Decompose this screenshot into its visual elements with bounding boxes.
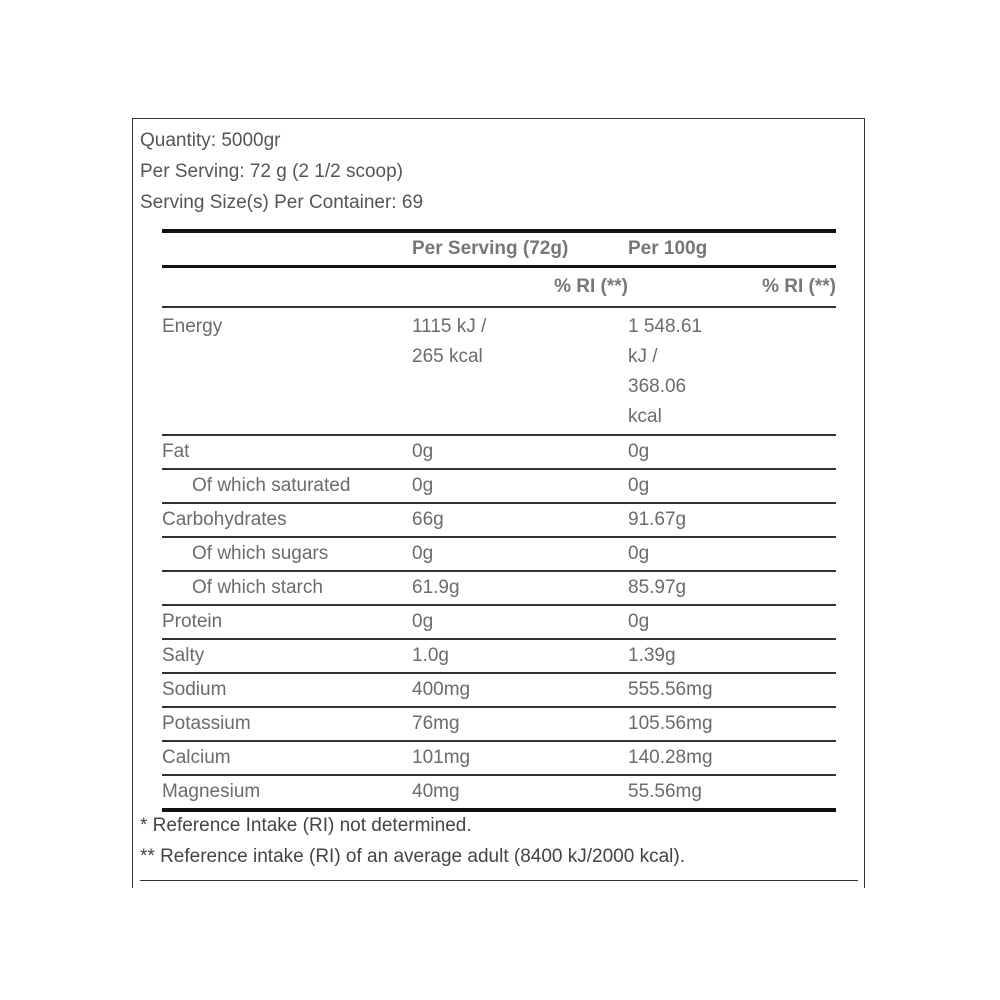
nutrient-cell (162, 435, 412, 469)
ri-100g-cell (728, 307, 836, 435)
per-100g-cell (628, 707, 728, 741)
value: 0g (628, 543, 650, 564)
nutrient-name: Potassium (162, 713, 251, 734)
ri-100g-cell (728, 707, 836, 741)
value: 400mg (412, 679, 471, 700)
value: 85.97g (628, 577, 687, 598)
ri-100g-cell (728, 673, 836, 707)
value: 105.56mg (628, 713, 713, 734)
value: 61.9g (412, 577, 460, 598)
nutrient-name: Salty (162, 645, 205, 666)
per-serving-cell (412, 673, 628, 707)
table-row (162, 741, 836, 775)
per-serving-cell (412, 605, 628, 639)
nutrient-cell (162, 571, 412, 605)
per-100g-cell (628, 435, 728, 469)
table-header-row (162, 231, 836, 267)
table-row (162, 503, 836, 537)
value-line: kJ / (628, 346, 658, 367)
value: 76mg (412, 713, 460, 734)
value-line: 368.06 (628, 376, 687, 397)
ri-100g-cell (728, 435, 836, 469)
value: 0g (628, 441, 650, 462)
ri-100g-cell (728, 469, 836, 503)
footnote-ri-average-adult: ** Reference intake (RI) of an average adult (8400 kJ/2000 kcal). (140, 846, 685, 867)
table-row (162, 707, 836, 741)
value: 555.56mg (628, 679, 713, 700)
value-line: 1 548.61 (628, 316, 702, 337)
table-row (162, 639, 836, 673)
value: 55.56mg (628, 781, 702, 802)
value: 0g (412, 475, 434, 496)
value-line: 1115 kJ / (412, 316, 487, 337)
nutrient-cell (162, 673, 412, 707)
ri-100g-cell (728, 775, 836, 810)
subheader-empty (162, 267, 412, 308)
per-100g-cell (628, 639, 728, 673)
table-row (162, 775, 836, 810)
footnote-ri-not-determined: * Reference Intake (RI) not determined. (140, 815, 472, 836)
nutrient-name: Of which starch (192, 577, 323, 598)
per-100g-cell (628, 537, 728, 571)
header-per-serving: Per Serving (72g) (412, 231, 628, 267)
ri-100g-cell (728, 537, 836, 571)
per-100g-cell (628, 571, 728, 605)
per-100g-cell (628, 307, 728, 435)
per-100g-cell (628, 741, 728, 775)
quantity-text: Quantity: 5000gr (140, 130, 281, 151)
table-row (162, 469, 836, 503)
nutrition-table (162, 229, 836, 812)
table-subheader-row (162, 267, 836, 308)
value: 91.67g (628, 509, 687, 530)
nutrient-cell (162, 707, 412, 741)
value-line: 265 kcal (412, 346, 483, 367)
nutrient-cell (162, 741, 412, 775)
per-100g-cell (628, 673, 728, 707)
value: 40mg (412, 781, 460, 802)
value: 0g (412, 441, 434, 462)
value: 0g (628, 611, 650, 632)
nutrient-cell (162, 605, 412, 639)
table-row (162, 307, 836, 435)
value: 101mg (412, 747, 471, 768)
value: 0g (412, 611, 434, 632)
per-serving-cell (412, 741, 628, 775)
value: 140.28mg (628, 747, 713, 768)
nutrient-name: Calcium (162, 747, 231, 768)
value: 66g (412, 509, 444, 530)
header-per-100g: Per 100g (628, 231, 836, 267)
per-serving-cell (412, 639, 628, 673)
ri-100g-cell (728, 639, 836, 673)
per-serving-cell (412, 707, 628, 741)
nutrient-cell (162, 775, 412, 810)
per-serving-cell (412, 469, 628, 503)
table-row (162, 571, 836, 605)
value: 1.0g (412, 645, 449, 666)
servings-per-container-text: Serving Size(s) Per Container: 69 (140, 192, 424, 213)
nutrient-name: Carbohydrates (162, 509, 287, 530)
ri-100g-cell (728, 605, 836, 639)
value: 0g (412, 543, 434, 564)
nutrient-cell (162, 469, 412, 503)
table-row (162, 537, 836, 571)
value: 1.39g (628, 645, 676, 666)
bottom-divider (140, 880, 858, 881)
per-100g-cell (628, 469, 728, 503)
nutrient-name: Fat (162, 441, 190, 462)
value: 0g (628, 475, 650, 496)
per-serving-cell (412, 775, 628, 810)
nutrient-cell (162, 503, 412, 537)
per-serving-cell (412, 503, 628, 537)
header-nutrient (162, 231, 412, 267)
per-serving-text: Per Serving: 72 g (2 1/2 scoop) (140, 161, 403, 182)
ri-100g-cell (728, 503, 836, 537)
per-100g-cell (628, 775, 728, 810)
per-serving-cell (412, 307, 628, 435)
per-serving-cell (412, 435, 628, 469)
per-100g-cell (628, 503, 728, 537)
per-100g-cell (628, 605, 728, 639)
nutrient-cell (162, 307, 412, 435)
nutrient-name: Of which saturated (192, 475, 351, 496)
table-row (162, 605, 836, 639)
nutrient-name: Of which sugars (192, 543, 329, 564)
value-line: kcal (628, 406, 662, 427)
table-row (162, 435, 836, 469)
nutrient-cell (162, 537, 412, 571)
table-row (162, 673, 836, 707)
nutrient-name: Protein (162, 611, 223, 632)
ri-100g-cell (728, 741, 836, 775)
nutrient-name: Magnesium (162, 781, 261, 802)
header-ri-serving: % RI (**) (412, 267, 628, 308)
header-ri-100g: % RI (**) (628, 267, 836, 308)
per-serving-cell (412, 537, 628, 571)
per-serving-cell (412, 571, 628, 605)
ri-100g-cell (728, 571, 836, 605)
nutrient-cell (162, 639, 412, 673)
nutrient-name: Energy (162, 316, 223, 337)
nutrient-name: Sodium (162, 679, 227, 700)
